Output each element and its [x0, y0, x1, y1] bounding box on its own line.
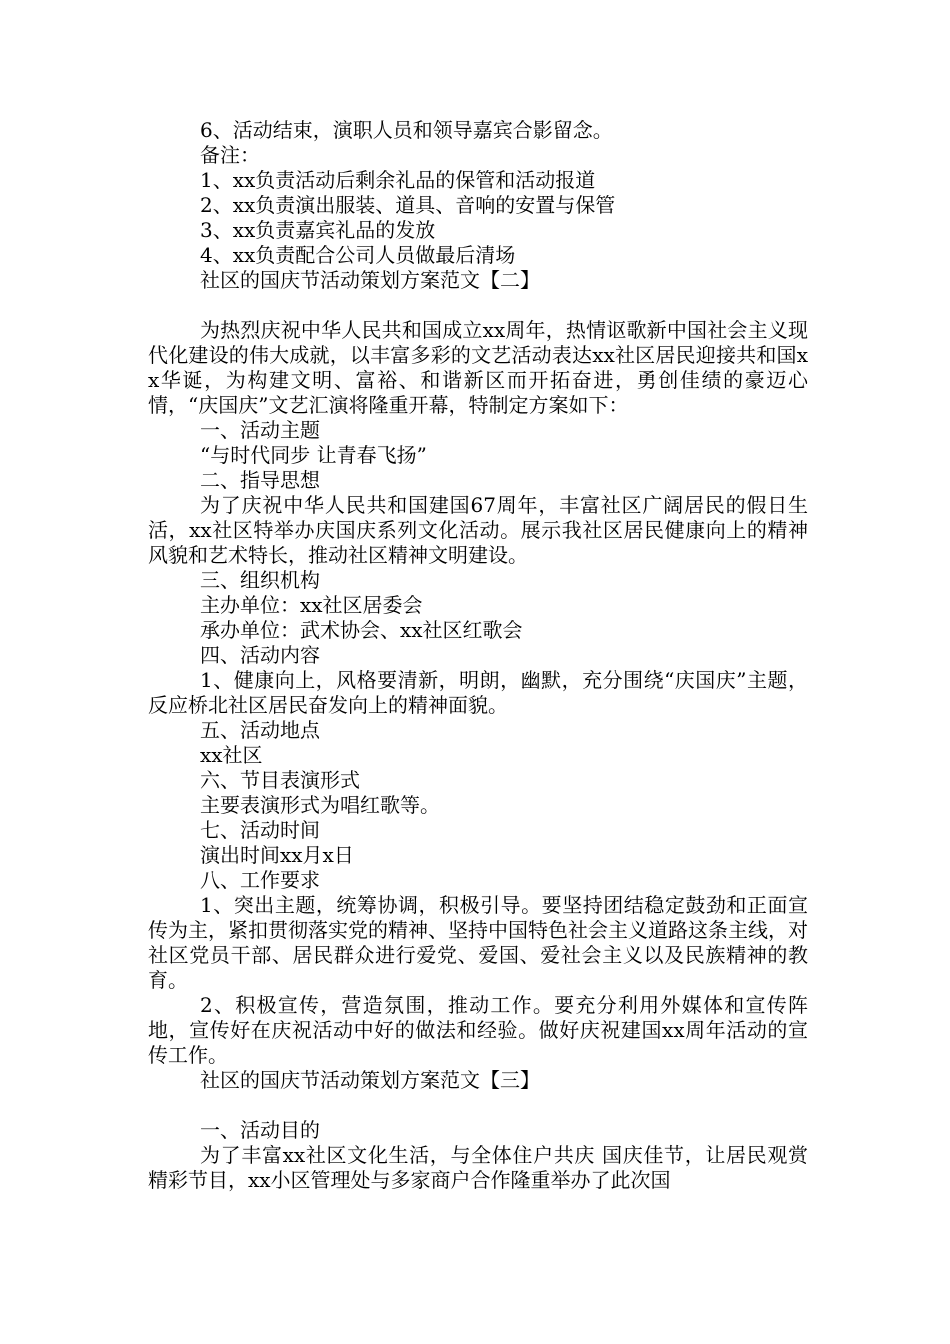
list-item: 1、xx负责活动后剩余礼品的保管和活动报道 [200, 168, 596, 192]
heading: 三、组织机构 [200, 568, 320, 592]
remarks-heading: 备注： [200, 143, 260, 167]
heading: 四、活动内容 [200, 643, 320, 667]
heading: 八、工作要求 [200, 868, 320, 892]
paragraph: 2、积极宣传，营造氛围，推动工作。要充分利用外媒体和宣传阵地，宣传好在庆祝活动中好的做法和经验。做好庆祝建国xx周年活动的宣传工作。 [148, 993, 808, 1067]
heading: 二、指导思想 [200, 468, 320, 492]
heading: 一、活动主题 [200, 418, 320, 442]
spacer [148, 293, 808, 318]
paragraph: 为热烈庆祝中华人民共和国成立xx周年，热情讴歌新中国社会主义现代化建设的伟大成就，以丰富多彩的文艺活动表达xx社区居民迎接共和国xx华诞，为构建文明、富裕、和谐新区而开拓奋进，勇创佳绩的豪迈心情，“庆国庆”文艺汇演将隆重开幕，特制定方案如下： [148, 318, 808, 417]
heading: 六、节目表演形式 [200, 768, 360, 792]
section-title: 社区的国庆节活动策划方案范文【二】 [200, 268, 540, 292]
paragraph: 演出时间xx月x日 [200, 843, 354, 867]
list-item: 6、活动结束，演职人员和领导嘉宾合影留念。 [200, 118, 613, 142]
paragraph: 主办单位：xx社区居委会 [200, 593, 423, 617]
heading: 一、活动目的 [200, 1118, 320, 1142]
list-item: 2、xx负责演出服装、道具、音响的安置与保管 [200, 193, 616, 217]
paragraph: xx社区 [200, 743, 263, 767]
paragraph: 承办单位：武术协会、xx社区红歌会 [200, 618, 523, 642]
spacer [148, 1093, 808, 1118]
paragraph: 1、突出主题，统筹协调，积极引导。要坚持团结稳定鼓劲和正面宣传为主，紧扣贯彻落实党的精神、坚持中国特色社会主义道路这条主线，对社区党员干部、居民群众进行爱党、爱国、爱社会主义以及民族精神的教育。 [148, 893, 808, 992]
paragraph: “与时代同步 让青春飞扬” [200, 443, 427, 467]
paragraph: 为了丰富xx社区文化生活，与全体住户共庆 国庆佳节，让居民观赏精彩节目，xx小区管理处与多家商户合作隆重举办了此次国 [148, 1143, 808, 1192]
list-item: 4、xx负责配合公司人员做最后清场 [200, 243, 516, 267]
list-item: 3、xx负责嘉宾礼品的发放 [200, 218, 436, 242]
heading: 七、活动时间 [200, 818, 320, 842]
document-body [148, 118, 808, 1193]
paragraph: 1、健康向上，风格要清新，明朗，幽默，充分围绕“庆国庆”主题，反应桥北社区居民奋发向上的精神面貌。 [148, 668, 808, 717]
section-title: 社区的国庆节活动策划方案范文【三】 [200, 1068, 540, 1092]
paragraph: 为了庆祝中华人民共和国建国67周年，丰富社区广阔居民的假日生活，xx社区特举办庆国庆系列文化活动。展示我社区居民健康向上的精神风貌和艺术特长，推动社区精神文明建设。 [148, 493, 808, 567]
paragraph: 主要表演形式为唱红歌等。 [200, 793, 440, 817]
heading: 五、活动地点 [200, 718, 320, 742]
